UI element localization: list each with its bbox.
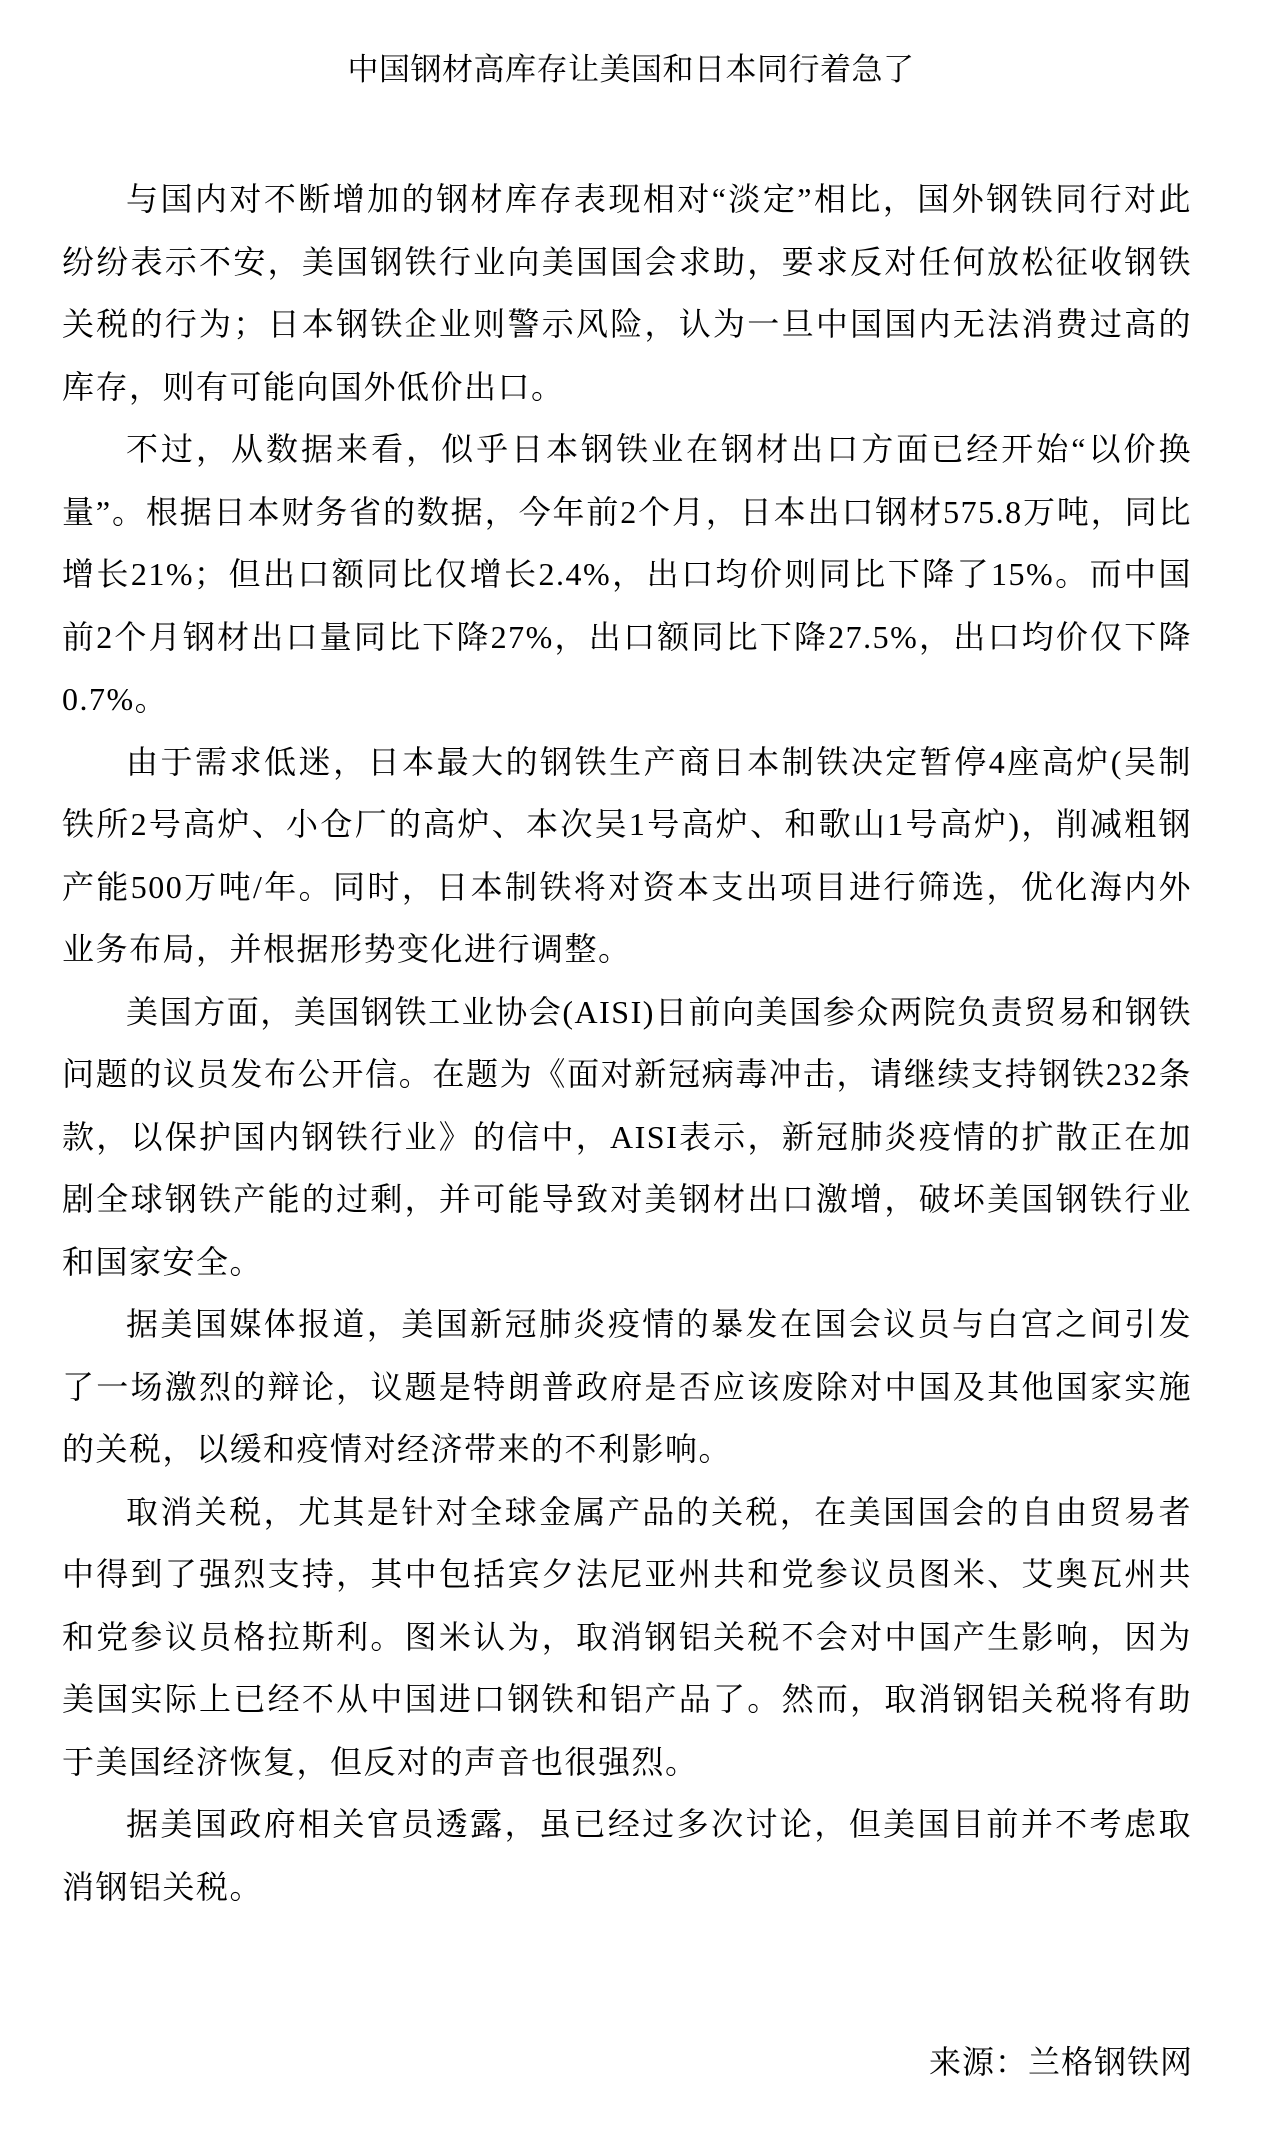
body-paragraph: 据美国媒体报道，美国新冠肺炎疫情的暴发在国会议员与白宫之间引发了一场激烈的辩论，议题是特朗普政府是否应该废除对中国及其他国家实施的关税，以缓和疫情对经济带来的不利影响。 xyxy=(62,1306,1192,1467)
body-paragraph: 据美国政府相关官员透露，虽已经过多次讨论，但美国目前并不考虑取消钢铝关税。 xyxy=(62,1806,1192,1905)
body-paragraph: 取消关税，尤其是针对全球金属产品的关税，在美国国会的自由贸易者中得到了强烈支持，其中包括宾夕法尼亚州共和党参议员图米、艾奥瓦州共和党参议员格拉斯利。图米认为，取消钢铝关税不会对中国产生影响，因为美国实际上已经不从中国进口钢铁和铝产品了。然而，取消钢铝关税将有助于美国经济恢复，但反对的声音也很强烈。 xyxy=(62,1493,1192,1780)
body-paragraph: 美国方面，美国钢铁工业协会(AISI)日前向美国参众两院负责贸易和钢铁问题的议员发布公开信。在题为《面对新冠病毒冲击，请继续支持钢铁232条款，以保护国内钢铁行业》的信中，AISI表示，新冠肺炎疫情的扩散正在加剧全球钢铁产能的过剩，并可能导致对美钢材出口激增，破坏美国钢铁行业和国家安全。 xyxy=(62,993,1192,1280)
body-paragraph: 不过，从数据来看，似乎日本钢铁业在钢材出口方面已经开始“以价换量”。根据日本财务省的数据，今年前2个月，日本出口钢材575.8万吨，同比增长21%；但出口额同比仅增长2.4%，出口均价则同比下降了15%。而中国前2个月钢材出口量同比下降27%，出口额同比下降27.5%，出口均价仅下降0.7%。 xyxy=(62,431,1192,717)
body-paragraph: 由于需求低迷，日本最大的钢铁生产商日本制铁决定暂停4座高炉(吴制铁所2号高炉、小仓厂的高炉、本次吴1号高炉、和歌山1号高炉)，削减粗钢产能500万吨/年。同时，日本制铁将对资本支出项目进行筛选，优化海内外业务布局，并根据形势变化进行调整。 xyxy=(62,743,1192,967)
document-title: 中国钢材高库存让美国和日本同行着急了 xyxy=(347,52,915,87)
body-paragraph: 与国内对不断增加的钢材库存表现相对“淡定”相比，国外钢铁同行对此纷纷表示不安，美国钢铁行业向美国国会求助，要求反对任何放松征收钢铁关税的行为；日本钢铁企业则警示风险，认为一旦中国国内无法消费过高的库存，则有可能向国外低价出口。 xyxy=(62,181,1192,405)
source-attribution: 来源：兰格钢铁网 xyxy=(928,2044,1193,2080)
document-body xyxy=(0,168,1262,1918)
